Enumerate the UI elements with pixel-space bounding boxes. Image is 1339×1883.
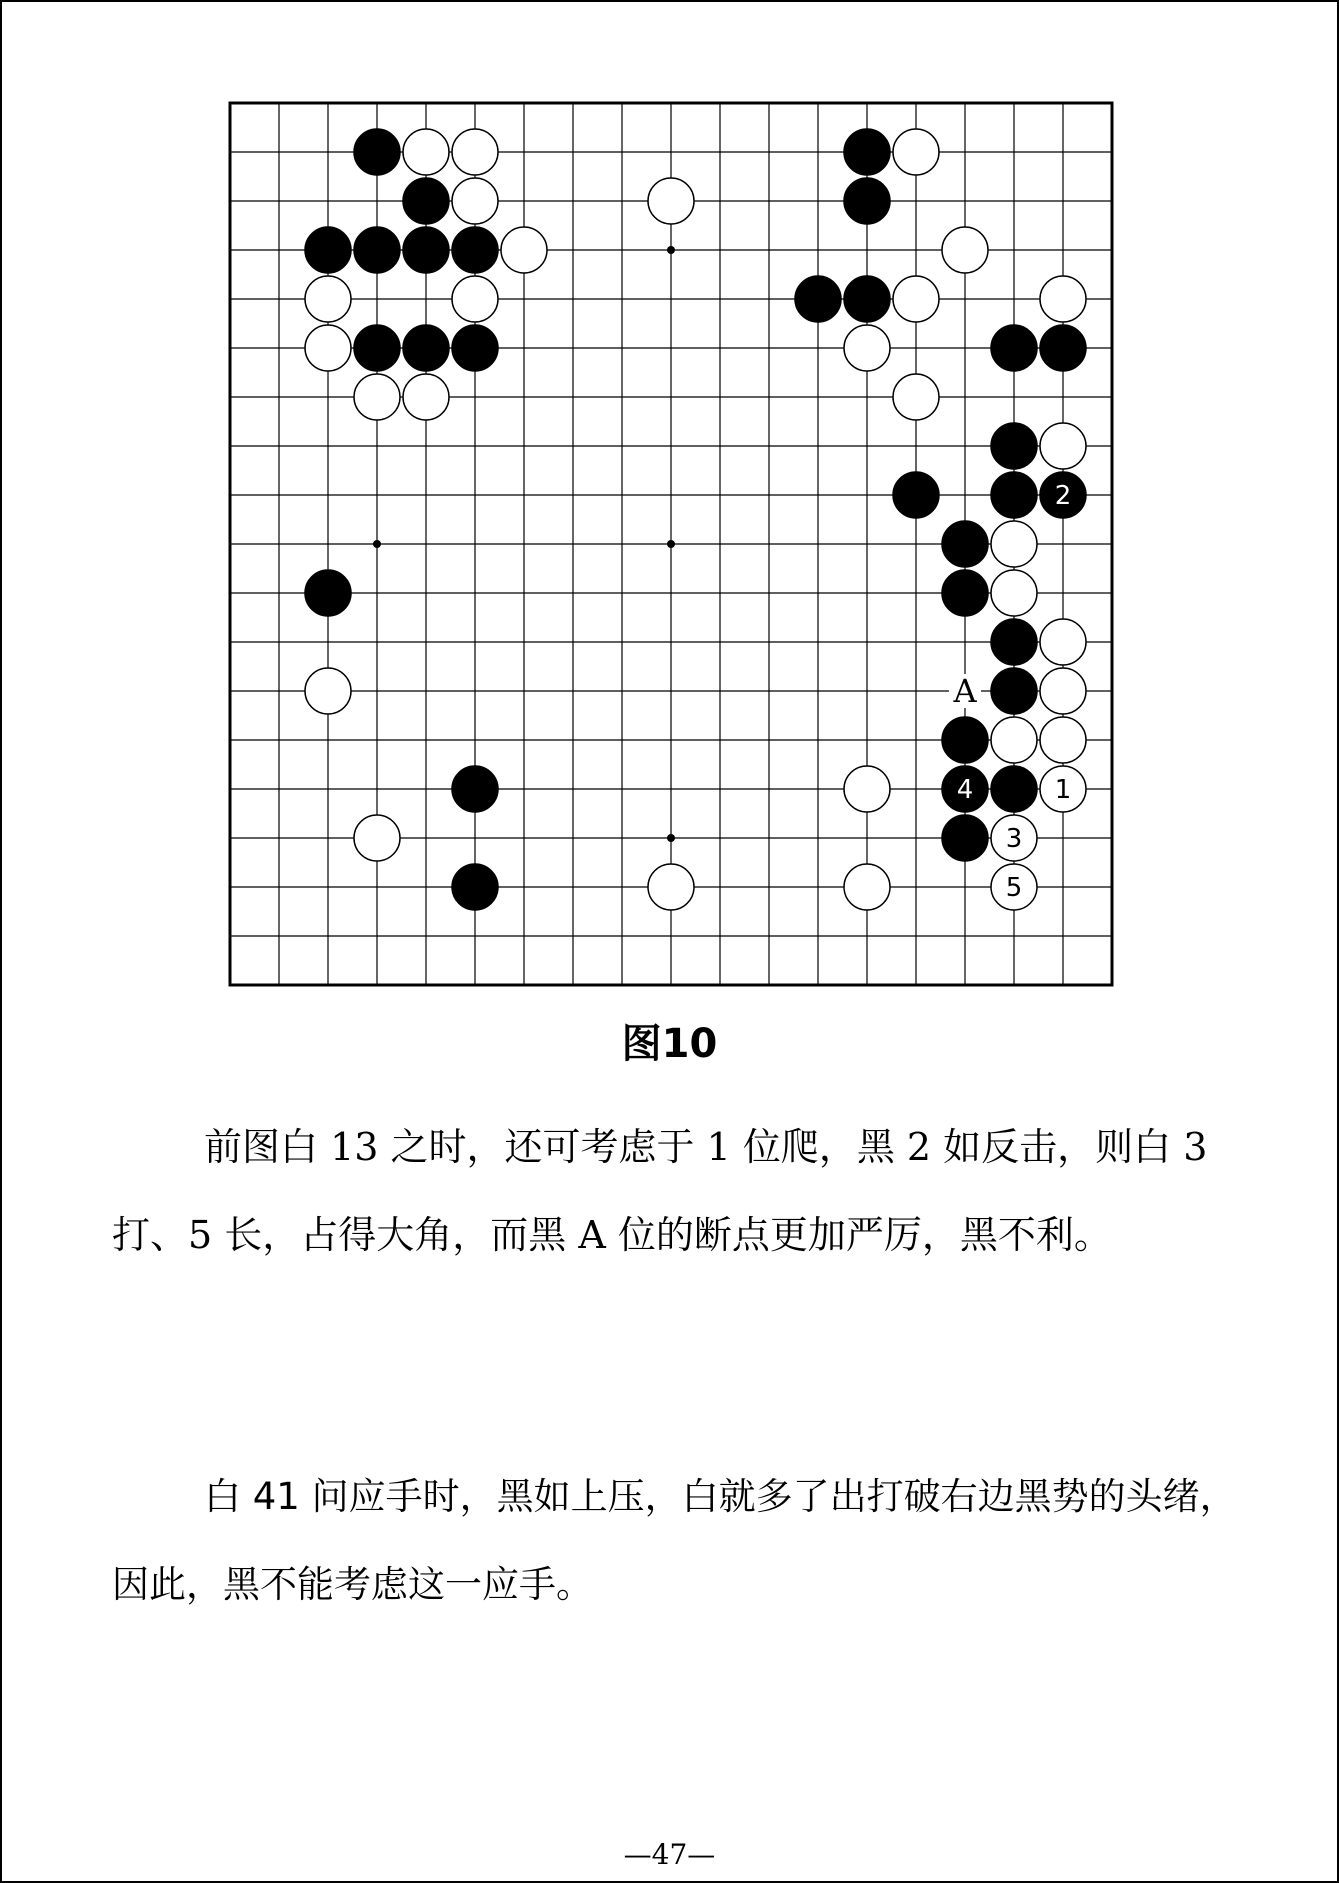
white-stone [452, 178, 498, 224]
black-stone [1040, 325, 1086, 371]
black-stone [991, 668, 1037, 714]
black-stone [942, 717, 988, 763]
black-stone [942, 815, 988, 861]
white-stone [403, 129, 449, 175]
black-stone [991, 472, 1037, 518]
black-stone [942, 570, 988, 616]
diagram-caption: 图10 [621, 1021, 718, 1067]
point-labels [949, 672, 981, 710]
white-stone [305, 668, 351, 714]
white-stone [893, 276, 939, 322]
white-stone [1040, 668, 1086, 714]
black-stone [893, 472, 939, 518]
black-stone [452, 325, 498, 371]
white-stone [991, 570, 1037, 616]
go-board-diagram [228, 101, 1114, 987]
black-stone [403, 178, 449, 224]
black-stone [354, 129, 400, 175]
white-stone [648, 864, 694, 910]
white-stone [354, 374, 400, 420]
page-number: —47— [623, 1838, 716, 1871]
white-stone [844, 864, 890, 910]
black-stone [452, 766, 498, 812]
move-number-label: 4 [956, 775, 974, 805]
black-stone [354, 325, 400, 371]
white-stone [501, 227, 547, 273]
paragraph-2: 白 41 问应手时，黑如上压，白就多了出打破右边黑势的头绪，因此，黑不能考虑这一应手。 [112, 1475, 1237, 1606]
star-point [667, 246, 675, 254]
black-stone [844, 276, 890, 322]
black-stone [991, 325, 1037, 371]
move-number-label: 3 [1005, 824, 1023, 854]
black-stone [844, 178, 890, 224]
white-stone [1040, 423, 1086, 469]
black-stone [452, 227, 498, 273]
white-stone [305, 276, 351, 322]
black-stone [354, 227, 400, 273]
white-stone [1040, 717, 1086, 763]
star-point [667, 540, 675, 548]
white-stone [893, 374, 939, 420]
paragraph-1: 前图白 13 之时，还可考虑于 1 位爬，黑 2 如反击，则白 3 打、5 长，占得大角，而黑 A 位的断点更加严厉，黑不利。 [112, 1125, 1208, 1257]
white-stone [648, 178, 694, 224]
black-stone [403, 227, 449, 273]
white-stone [452, 276, 498, 322]
white-stone [844, 766, 890, 812]
move-number-label: 5 [1005, 873, 1023, 903]
black-stone [844, 129, 890, 175]
star-point [667, 834, 675, 842]
white-stone [991, 521, 1037, 567]
white-stone [403, 374, 449, 420]
move-number-label: 2 [1054, 481, 1072, 511]
black-stone [991, 423, 1037, 469]
white-stone [844, 325, 890, 371]
white-stone [1040, 619, 1086, 665]
white-stone [893, 129, 939, 175]
white-stone [452, 129, 498, 175]
point-label-a: A [953, 672, 977, 710]
black-stone [942, 521, 988, 567]
white-stone [305, 325, 351, 371]
black-stone [305, 570, 351, 616]
white-stone [1040, 276, 1086, 322]
black-stone [305, 227, 351, 273]
star-point [373, 540, 381, 548]
black-stone [795, 276, 841, 322]
move-number-label: 1 [1054, 775, 1072, 805]
white-stone [991, 717, 1037, 763]
black-stone [991, 619, 1037, 665]
black-stone [452, 864, 498, 910]
stones [305, 129, 1086, 910]
black-stone [403, 325, 449, 371]
white-stone [354, 815, 400, 861]
black-stone [991, 766, 1037, 812]
white-stone [942, 227, 988, 273]
